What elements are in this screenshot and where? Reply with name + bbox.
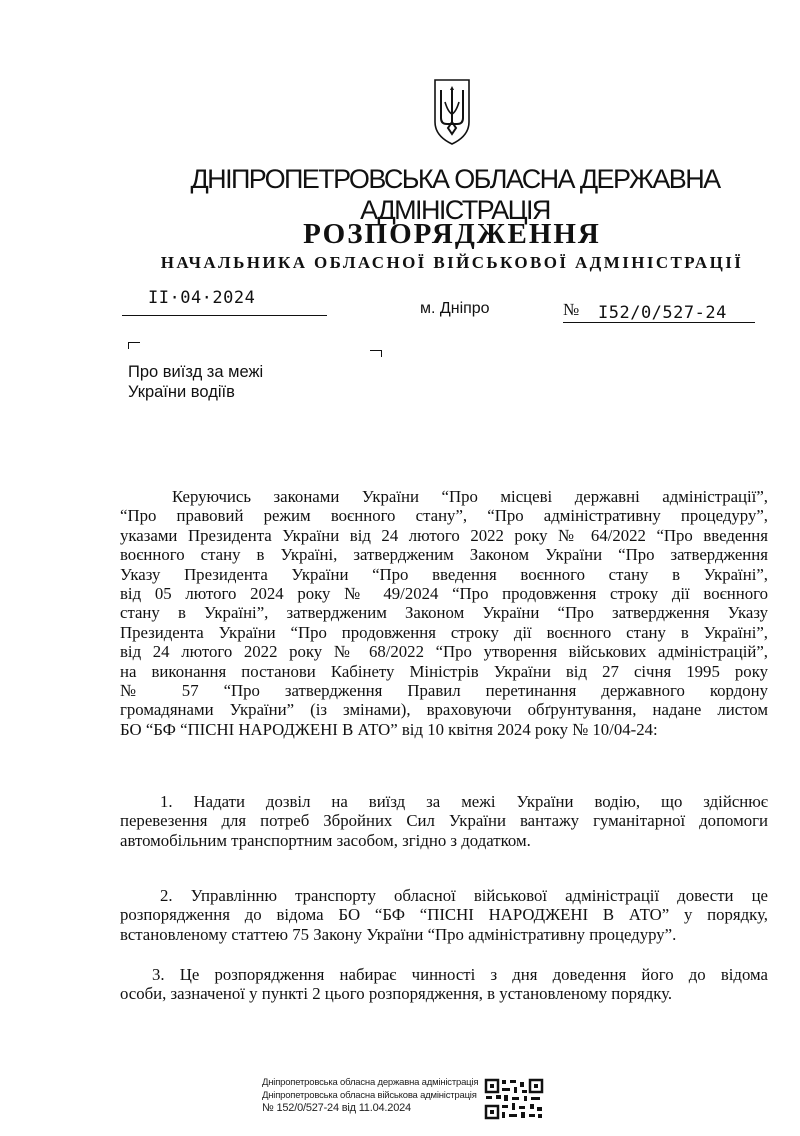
organization-title: ДНІПРОПЕТРОВСЬКА ОБЛАСНА ДЕРЖАВНА АДМІНІСТРАЦІЯ: [190, 164, 720, 225]
text-line: 1. Надати дозвіл на виїзд за межі України водію, що здійснює: [160, 792, 768, 811]
document-type-title: РОЗПОРЯДЖЕННЯ: [303, 218, 601, 250]
subject-line: Про виїзд за межі: [128, 363, 264, 381]
text-line: перевезення для потреб Збройних Сил України вантажу гуманітарної допомоги: [120, 811, 768, 831]
item-1-paragraph: [120, 792, 768, 850]
stamp-line: Дніпропетровська обласна військова адміністрація: [262, 1090, 477, 1101]
text-line: № 57 “Про затвердження Правил перетинання державного кордону: [120, 681, 768, 701]
issuer-subtitle: НАЧАЛЬНИКА ОБЛАСНОЇ ВІЙСЬКОВОЇ АДМІНІСТРАЦІЇ: [160, 253, 744, 272]
text-line: встановленому статтею 75 Закону України “Про адміністративну процедуру”.: [120, 924, 677, 944]
item-3-paragraph: [120, 965, 768, 1004]
preamble-paragraph: [120, 487, 768, 739]
item-2-paragraph: [120, 886, 768, 944]
subject-corner-left: [128, 342, 140, 349]
text-line: 3. Це розпорядження набирає чинності з дня доведення його до відома: [152, 965, 768, 984]
text-line: воєнного стану в Україні, затвердженим Законом України “Про затвердження: [120, 545, 768, 565]
text-line: БО “БФ “ПІСНІ НАРОДЖЕНІ В АТО” від 10 квітня 2024 року № 10/04-24:: [120, 719, 658, 739]
text-line: від 24 лютого 2022 року № 68/2022 “Про утворення військових адміністрацій”,: [120, 642, 768, 662]
text-line: на виконання постанови Кабінету Міністрів України від 27 січня 1995 року: [120, 661, 768, 681]
stamp-line: № 152/0/527-24 від 11.04.2024: [262, 1102, 411, 1114]
document-subject: [128, 362, 263, 402]
document-number: I52/0/527-24: [598, 303, 727, 323]
date-underline: [122, 315, 327, 316]
text-line: Указу Президента України “Про введення воєнного стану в Україні”,: [120, 564, 768, 584]
text-line: указами Президента України від 24 лютого 2022 року № 64/2022 “Про введення: [120, 525, 768, 545]
text-line: Президента України “Про продовження строку дії воєнного стану в Україні”,: [120, 622, 768, 642]
registration-stamp: [262, 1076, 478, 1115]
document-city: м. Дніпро: [420, 300, 490, 317]
number-sign: №: [563, 300, 580, 319]
subject-line: України водіїв: [128, 383, 235, 401]
trident-coat-of-arms-icon: [432, 78, 472, 146]
stamp-line: Дніпропетровська обласна державна адміністрація: [262, 1077, 479, 1088]
text-line: автомобільним транспортним засобом, згідно з додатком.: [120, 830, 531, 850]
number-underline: [563, 322, 755, 323]
text-line: громадянами України” (із змінами), враховуючи обґрунтування, надане листом: [120, 700, 768, 720]
text-line: особи, зазначеної у пункті 2 цього розпорядження, в установленому порядку.: [120, 984, 673, 1004]
text-line: від 05 лютого 2024 року № 49/2024 “Про продовження строку дії воєнного: [120, 584, 768, 604]
qr-code-icon[interactable]: [484, 1078, 544, 1120]
text-line: 2. Управлінню транспорту обласної військової адміністрації довести це: [160, 886, 768, 905]
subject-corner-right: [370, 350, 382, 357]
document-date: II·04·2024: [148, 288, 256, 308]
text-line: “Про правовий режим воєнного стану”, “Про адміністративну процедуру”,: [120, 506, 768, 526]
text-line: Керуючись законами України “Про місцеві державні адміністрації”,: [172, 487, 768, 506]
text-line: розпорядження до відома БО “БФ “ПІСНІ НАРОДЖЕНІ В АТО” у порядку,: [120, 905, 768, 925]
text-line: стану в Україні”, затвердженим Законом України “Про затвердження Указу: [120, 603, 768, 623]
